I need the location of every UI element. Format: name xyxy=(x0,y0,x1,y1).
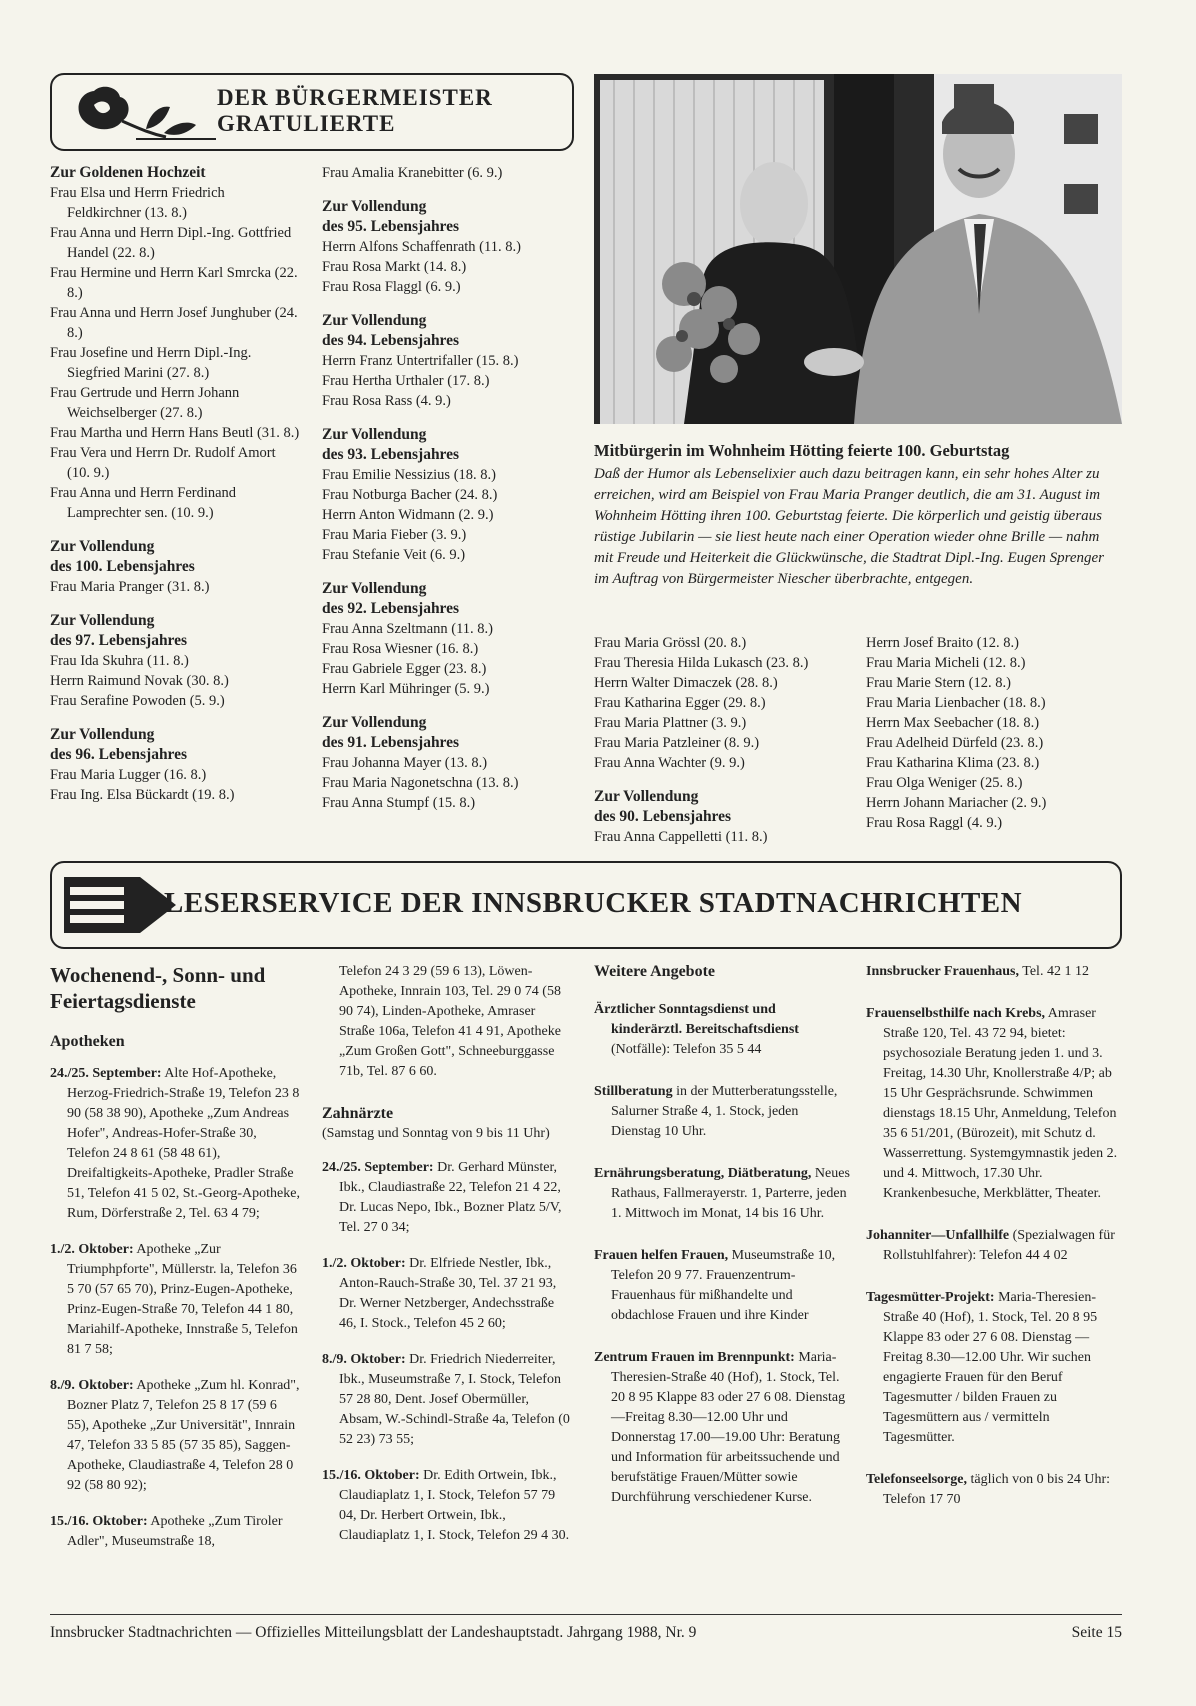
service-text: Dr. Elfriede Nestler, Ibk., Anton-Rauch-Straße 30, Tel. 37 21 93, Dr. Werner Netzberger, Andechsstraße 46, I. Stock., Telefon 45 2 60; xyxy=(339,1256,557,1331)
section-heading: Zur Goldenen Hochzeit xyxy=(50,164,206,181)
service-text: Dr. Edith Ortwein, Ibk., Claudiaplatz 1, I. Stock, Telefon 57 79 04, Dr. Herbert Ortwein, Ibk., Claudiaplatz 1, I. Stock, Telefon 29 4 30. xyxy=(339,1468,570,1543)
caption-text: Daß der Humor als Lebenselixier auch dazu beitragen kann, ein sehr hohes Alter zu erreichen, wird am Beispiel von Frau Maria Pranger deutlich, die am 31. August im Wohnheim Hötting ihren 100. Geburtstag feierte. Die körperlich und geistig überaus rüstige Jubilarin — sie liest heute nach einer Operation wieder ohne Brille — nahm mit Freude und Heiterkeit die Glückwünsche, die Stadtrat Dipl.-Ing. Eugen Sprenger im Auftrag von Bürgermeister Niescher überbrachte, entgegen. xyxy=(594,466,1105,587)
honoree-entry: Frau Anna Stumpf (15. 8.) xyxy=(322,795,476,811)
section-heading: Zur Vollendung xyxy=(594,788,699,805)
honoree-entry: Frau Theresia Hilda Lukasch (23. 8.) xyxy=(594,655,809,671)
caption-headline: Mitbürgerin im Wohnheim Hötting feierte 100. Geburtstag xyxy=(594,441,1010,460)
honoree-entry: Frau Rosa Raggl (4. 9.) xyxy=(866,815,1003,831)
offer-entry xyxy=(866,1288,1122,1448)
offer-title: Telefonseelsorge, xyxy=(866,1472,967,1487)
offer-text: in der Mutterberatungsstelle, Salurner Straße 4, 1. Stock, jeden Dienstag 10 Uhr. xyxy=(611,1084,838,1139)
section-heading: des 91. Lebensjahres xyxy=(322,734,460,751)
offer-text: Maria-Theresien-Straße 40 (Hof), 1. Stock, Tel. 20 8 95 Klappe 83 oder 27 6 08. Dienstag—Freitag 8.30—12.00 Uhr und Donnerstag 17.00—19.00 Uhr: Beratung und Information für arbeitssuchende und berufstätige Frauen/Mütter sowie Durchführung verschiedener Kurse. xyxy=(611,1350,846,1505)
section-heading: des 92. Lebensjahres xyxy=(322,600,460,617)
offer-text: Museumstraße 10, Telefon 20 9 77. Frauenzentrum-Frauenhaus für mißhandelte und obdachlose Frauen und ihre Kinder xyxy=(611,1248,836,1323)
honoree-section xyxy=(50,163,302,523)
offer-title: Ärztlicher Sonntagsdienst und kinderärztl. Bereitschaftsdienst xyxy=(594,1002,799,1037)
honoree-section xyxy=(866,633,1126,833)
honoree-entry: Frau Maria Fieber (3. 9.) xyxy=(322,527,467,543)
weitere-list xyxy=(594,1000,850,1508)
gratulation-title-line2: GRATULIERTE xyxy=(217,111,396,136)
offer-entry xyxy=(866,1004,1122,1204)
offer-text: Neues Rathaus, Fallmerayerstr. 1, Parterre, jeden 1. Mittwoch im Monat, 14 bis 16 Uhr. xyxy=(611,1166,850,1221)
offer-entry xyxy=(594,1348,850,1508)
offer-entry xyxy=(594,1000,850,1060)
offer-title: Innsbrucker Frauenhaus, xyxy=(866,964,1020,979)
honoree-entry: Frau Vera und Herrn Dr. Rudolf Amort (10. 9.) xyxy=(50,445,276,481)
section-heading: Zur Vollendung xyxy=(322,714,427,731)
honoree-section xyxy=(322,579,577,699)
offer-title: Zentrum Frauen im Brennpunkt: xyxy=(594,1350,795,1365)
offer-title: Stillberatung xyxy=(594,1084,673,1099)
honoree-entry: Frau Anna Wachter (9. 9.) xyxy=(594,755,745,771)
honoree-entry: Frau Maria Pranger (31. 8.) xyxy=(50,579,210,595)
offer-text: (Spezialwagen für Rollstuhlfahrer): Telefon 44 4 02 xyxy=(883,1228,1115,1263)
apotheken-list xyxy=(50,1064,302,1552)
section-heading: des 96. Lebensjahres xyxy=(50,746,188,763)
offer-text: täglich von 0 bis 24 Uhr: Telefon 17 70 xyxy=(883,1472,1111,1507)
honoree-entry: Frau Gabriele Egger (23. 8.) xyxy=(322,661,487,677)
gratulation-header xyxy=(50,73,574,151)
honoree-entry: Frau Elsa und Herrn Friedrich Feldkirchner (13. 8.) xyxy=(50,185,225,221)
offer-entry xyxy=(594,1082,850,1142)
honoree-entry: Frau Anna und Herrn Dipl.-Ing. Gottfried Handel (22. 8.) xyxy=(50,225,292,261)
leserservice-title: LESERSERVICE DER INNSBRUCKER STADTNACHRICHTEN xyxy=(164,887,1023,919)
offer-title: Tagesmütter-Projekt: xyxy=(866,1290,995,1305)
section-heading: Zur Vollendung xyxy=(50,612,155,629)
section-heading: Zur Vollendung xyxy=(50,726,155,743)
service-date: 1./2. Oktober: xyxy=(322,1256,406,1271)
offer-title: Frauenselbsthilfe nach Krebs, xyxy=(866,1006,1046,1021)
section-heading: Zur Vollendung xyxy=(322,426,427,443)
gratulation-column-2 xyxy=(322,163,577,813)
gratulation-column-1 xyxy=(50,163,302,805)
section-heading: des 94. Lebensjahres xyxy=(322,332,460,349)
offer-entry xyxy=(866,962,1122,982)
honoree-entry: Frau Rosa Markt (14. 8.) xyxy=(322,259,467,275)
service-entry xyxy=(322,1158,572,1238)
honoree-entry: Herrn Alfons Schaffenrath (11. 8.) xyxy=(322,239,521,255)
honoree-entry: Frau Amalia Kranebitter (6. 9.) xyxy=(322,165,503,181)
apotheken-heading: Apotheken xyxy=(50,1033,125,1050)
section-heading: Zur Vollendung xyxy=(322,580,427,597)
honoree-entry: Frau Martha und Herrn Hans Beutl (31. 8.) xyxy=(50,425,300,441)
section-heading: des 93. Lebensjahres xyxy=(322,446,460,463)
services-main-heading: Wochenend-, Sonn- und Feiertagsdienste xyxy=(50,963,266,1013)
honoree-section xyxy=(322,713,577,813)
service-entry xyxy=(50,1512,302,1552)
offer-title: Ernährungsberatung, Diätberatung, xyxy=(594,1166,812,1181)
honoree-entry: Frau Anna und Herrn Josef Junghuber (24. 8.) xyxy=(50,305,298,341)
honoree-section xyxy=(322,163,577,183)
honoree-entry: Frau Serafine Powoden (5. 9.) xyxy=(50,693,225,709)
service-date: 15./16. Oktober: xyxy=(50,1514,148,1529)
photo xyxy=(594,74,1122,424)
honoree-section xyxy=(594,633,862,773)
zahnaerzte-note: (Samstag und Sonntag von 9 bis 11 Uhr) xyxy=(322,1126,550,1141)
honoree-section xyxy=(322,425,577,565)
honoree-entry: Frau Notburga Bacher (24. 8.) xyxy=(322,487,498,503)
honoree-entry: Frau Anna und Herrn Ferdinand Lamprechter sen. (10. 9.) xyxy=(50,485,237,521)
service-text: Alte Hof-Apotheke, Herzog-Friedrich-Straße 19, Telefon 23 8 90 (58 38 90), Apotheke „Zum Andreas Hofer", Andreas-Hofer-Straße 30, Telefon 24 8 61 (58 48 61), Dreifaltigkeits-Apotheke, Pradler Straße 51, Telefon 41 5 02, St.-Georg-Apotheke, Rum, Dörferstraße 2, Tel. 63 4 79; xyxy=(67,1066,300,1221)
gratulation-column-3 xyxy=(594,633,862,847)
honoree-entry: Frau Adelheid Dürfeld (23. 8.) xyxy=(866,735,1044,751)
offer-text: Tel. 42 1 12 xyxy=(1019,964,1089,979)
honoree-entry: Herrn Max Seebacher (18. 8.) xyxy=(866,715,1040,731)
honoree-entry: Frau Hermine und Herrn Karl Smrcka (22. 8.) xyxy=(50,265,298,301)
leserservice-header xyxy=(50,861,1122,949)
service-date: 1./2. Oktober: xyxy=(50,1242,134,1257)
service-text: Apotheke „Zur Triumphpforte", Müllerstr. la, Telefon 36 5 70 (57 65 70), Prinz-Eugen-Apotheke, Prinz-Eugen-Straße 70, Telefon 44 1 80, Mariahilf-Apotheke, Innstraße 5, Telefon 81 7 58; xyxy=(67,1242,298,1357)
footer-rule xyxy=(50,1614,1122,1615)
honoree-entry: Frau Maria Patzleiner (8. 9.) xyxy=(594,735,760,751)
service-entry xyxy=(50,1240,302,1360)
honoree-entry: Frau Anna Cappelletti (11. 8.) xyxy=(594,829,768,845)
honoree-entry: Frau Maria Micheli (12. 8.) xyxy=(866,655,1026,671)
service-text: Dr. Gerhard Münster, Ibk., Claudiastraße 22, Telefon 21 4 22, Dr. Lucas Nepo, Ibk., Bozner Platz 5/V, Tel. 27 0 34; xyxy=(339,1160,562,1235)
honoree-entry: Frau Johanna Mayer (13. 8.) xyxy=(322,755,488,771)
honoree-entry: Frau Rosa Wiesner (16. 8.) xyxy=(322,641,479,657)
section-heading: Zur Vollendung xyxy=(322,198,427,215)
apotheken-continued: Telefon 24 3 29 (59 6 13), Löwen-Apotheke, Innrain 103, Tel. 29 0 74 (58 90 74), Linden-Apotheke, Amraser Straße 106a, Telefon 41 4 91, Apotheke „Zum Großen Gott", Schneeburggasse 71b, Tel. 87 6 60. xyxy=(339,964,561,1079)
zahnaerzte-heading: Zahnärzte xyxy=(322,1105,394,1122)
honoree-entry: Frau Gertrude und Herrn Johann Weichselberger (27. 8.) xyxy=(50,385,240,421)
weitere-heading: Weitere Angebote xyxy=(594,963,716,980)
honoree-entry: Frau Olga Weniger (25. 8.) xyxy=(866,775,1023,791)
honoree-entry: Frau Hertha Urthaler (17. 8.) xyxy=(322,373,490,389)
offer-entry xyxy=(594,1246,850,1326)
offer-entry xyxy=(866,1226,1122,1266)
offer-text: Maria-Theresien-Straße 40 (Hof), 1. Stock, Tel. 20 8 95 Klappe 83 oder 27 6 08. Dienstag — Freitag 8.30—12.00 Uhr. Wir suchen engagierte Frauen für den Beruf Tagesmutter / bilden Frauen zu Tagesmüttern aus / vermitteln Tagesmütter. xyxy=(883,1290,1098,1445)
service-text: Apotheke „Zum hl. Konrad", Bozner Platz 7, Telefon 25 8 17 (59 6 55), Apotheke „Zur Universität", Innrain 47, Telefon 33 5 85 (57 35 85), Saggen-Apotheke, Claudiastraße 4, Telefon 28 0 92 (58 80 92); xyxy=(67,1378,300,1493)
honoree-entry: Frau Ida Skuhra (11. 8.) xyxy=(50,653,189,669)
service-date: 15./16. Oktober: xyxy=(322,1468,420,1483)
honoree-section xyxy=(50,611,302,711)
honoree-entry: Herrn Anton Widmann (2. 9.) xyxy=(322,507,494,523)
honoree-entry: Frau Katharina Egger (29. 8.) xyxy=(594,695,766,711)
right-services-list xyxy=(866,962,1122,1510)
honoree-section xyxy=(322,311,577,411)
honoree-entry: Herrn Karl Mühringer (5. 9.) xyxy=(322,681,490,697)
honoree-entry: Herrn Josef Braito (12. 8.) xyxy=(866,635,1020,651)
service-text: Apotheke „Zum Tiroler Adler", Museumstraße 18, xyxy=(67,1514,283,1549)
honoree-entry: Frau Katharina Klima (23. 8.) xyxy=(866,755,1040,771)
honoree-entry: Herrn Walter Dimaczek (28. 8.) xyxy=(594,675,778,691)
honoree-entry: Frau Marie Stern (12. 8.) xyxy=(866,675,1011,691)
rose-icon xyxy=(66,81,236,143)
service-entry xyxy=(322,1254,572,1334)
service-entry xyxy=(50,1064,302,1224)
service-text: Dr. Friedrich Niederreiter, Ibk., Museumstraße 7, I. Stock, Telefon 57 28 80, Dent. Josef Obermüller, Absam, W.-Schindl-Straße 4a, Telefon (0 52 23) 73 55; xyxy=(339,1352,570,1447)
honoree-entry: Frau Maria Grössl (20. 8.) xyxy=(594,635,747,651)
section-heading: des 95. Lebensjahres xyxy=(322,218,460,235)
footer-left: Innsbrucker Stadtnachrichten — Offizielles Mitteilungsblatt der Landeshauptstadt. Jahrgang 1988, Nr. 9 xyxy=(50,1624,697,1641)
footer-page-number: Seite 15 xyxy=(1071,1624,1122,1641)
section-heading: des 90. Lebensjahres xyxy=(594,808,732,825)
section-heading: des 100. Lebensjahres xyxy=(50,558,195,575)
honoree-section xyxy=(50,725,302,805)
honoree-entry: Frau Maria Lienbacher (18. 8.) xyxy=(866,695,1046,711)
honoree-entry: Frau Maria Nagonetschna (13. 8.) xyxy=(322,775,519,791)
offer-entry xyxy=(866,1470,1122,1510)
honoree-entry: Frau Rosa Rass (4. 9.) xyxy=(322,393,451,409)
honoree-section xyxy=(322,197,577,297)
service-entry xyxy=(322,1350,572,1450)
zahnaerzte-list xyxy=(322,1158,572,1546)
offer-text: Amraser Straße 120, Tel. 43 72 94, bietet: psychosoziale Beratung jeden 1. und 3. Freitag, 14.30 Uhr, Knollerstraße 4/P; ab 15 Uhr Gesprächsrunde. Schwimmen dienstags 18.15 Uhr, Anmeldung, Telefon 35 6 51/201, (Bürozeit), mit Schutz d. Wasserrettung. Systemgymnastik jeden 2. und 4. Mittwoch, 17.30 Uhr. Krankenbesuche, Merkblätter, Theater. xyxy=(883,1006,1118,1201)
service-date: 8./9. Oktober: xyxy=(322,1352,406,1367)
honoree-entry: Herrn Franz Untertrifaller (15. 8.) xyxy=(322,353,519,369)
honoree-section xyxy=(50,537,302,597)
honoree-section xyxy=(594,787,862,847)
arrow-logo-icon xyxy=(60,873,180,937)
honoree-entry: Frau Stefanie Veit (6. 9.) xyxy=(322,547,466,563)
section-heading: des 97. Lebensjahres xyxy=(50,632,188,649)
honoree-entry: Frau Maria Plattner (3. 9.) xyxy=(594,715,747,731)
offer-text: (Notfälle): Telefon 35 5 44 xyxy=(611,1042,762,1057)
honoree-entry: Frau Ing. Elsa Bückardt (19. 8.) xyxy=(50,787,235,803)
offer-title: Johanniter—Unfallhilfe xyxy=(866,1228,1010,1243)
honoree-entry: Frau Maria Lugger (16. 8.) xyxy=(50,767,207,783)
gratulation-title-line1: DER BÜRGERMEISTER xyxy=(217,85,493,110)
service-entry xyxy=(50,1376,302,1496)
honoree-entry: Herrn Johann Mariacher (2. 9.) xyxy=(866,795,1047,811)
section-heading: Zur Vollendung xyxy=(322,312,427,329)
offer-entry xyxy=(594,1164,850,1224)
honoree-entry: Frau Rosa Flaggl (6. 9.) xyxy=(322,279,461,295)
gratulation-column-4 xyxy=(866,633,1126,833)
section-heading: Zur Vollendung xyxy=(50,538,155,555)
honoree-entry: Herrn Raimund Novak (30. 8.) xyxy=(50,673,229,689)
service-date: 24./25. September: xyxy=(50,1066,162,1081)
service-entry xyxy=(322,1466,572,1546)
honoree-entry: Frau Josefine und Herrn Dipl.-Ing. Siegfried Marini (27. 8.) xyxy=(50,345,252,381)
offer-title: Frauen helfen Frauen, xyxy=(594,1248,729,1263)
honoree-entry: Frau Anna Szeltmann (11. 8.) xyxy=(322,621,494,637)
honoree-entry: Frau Emilie Nessizius (18. 8.) xyxy=(322,467,496,483)
service-date: 24./25. September: xyxy=(322,1160,434,1175)
service-date: 8./9. Oktober: xyxy=(50,1378,134,1393)
